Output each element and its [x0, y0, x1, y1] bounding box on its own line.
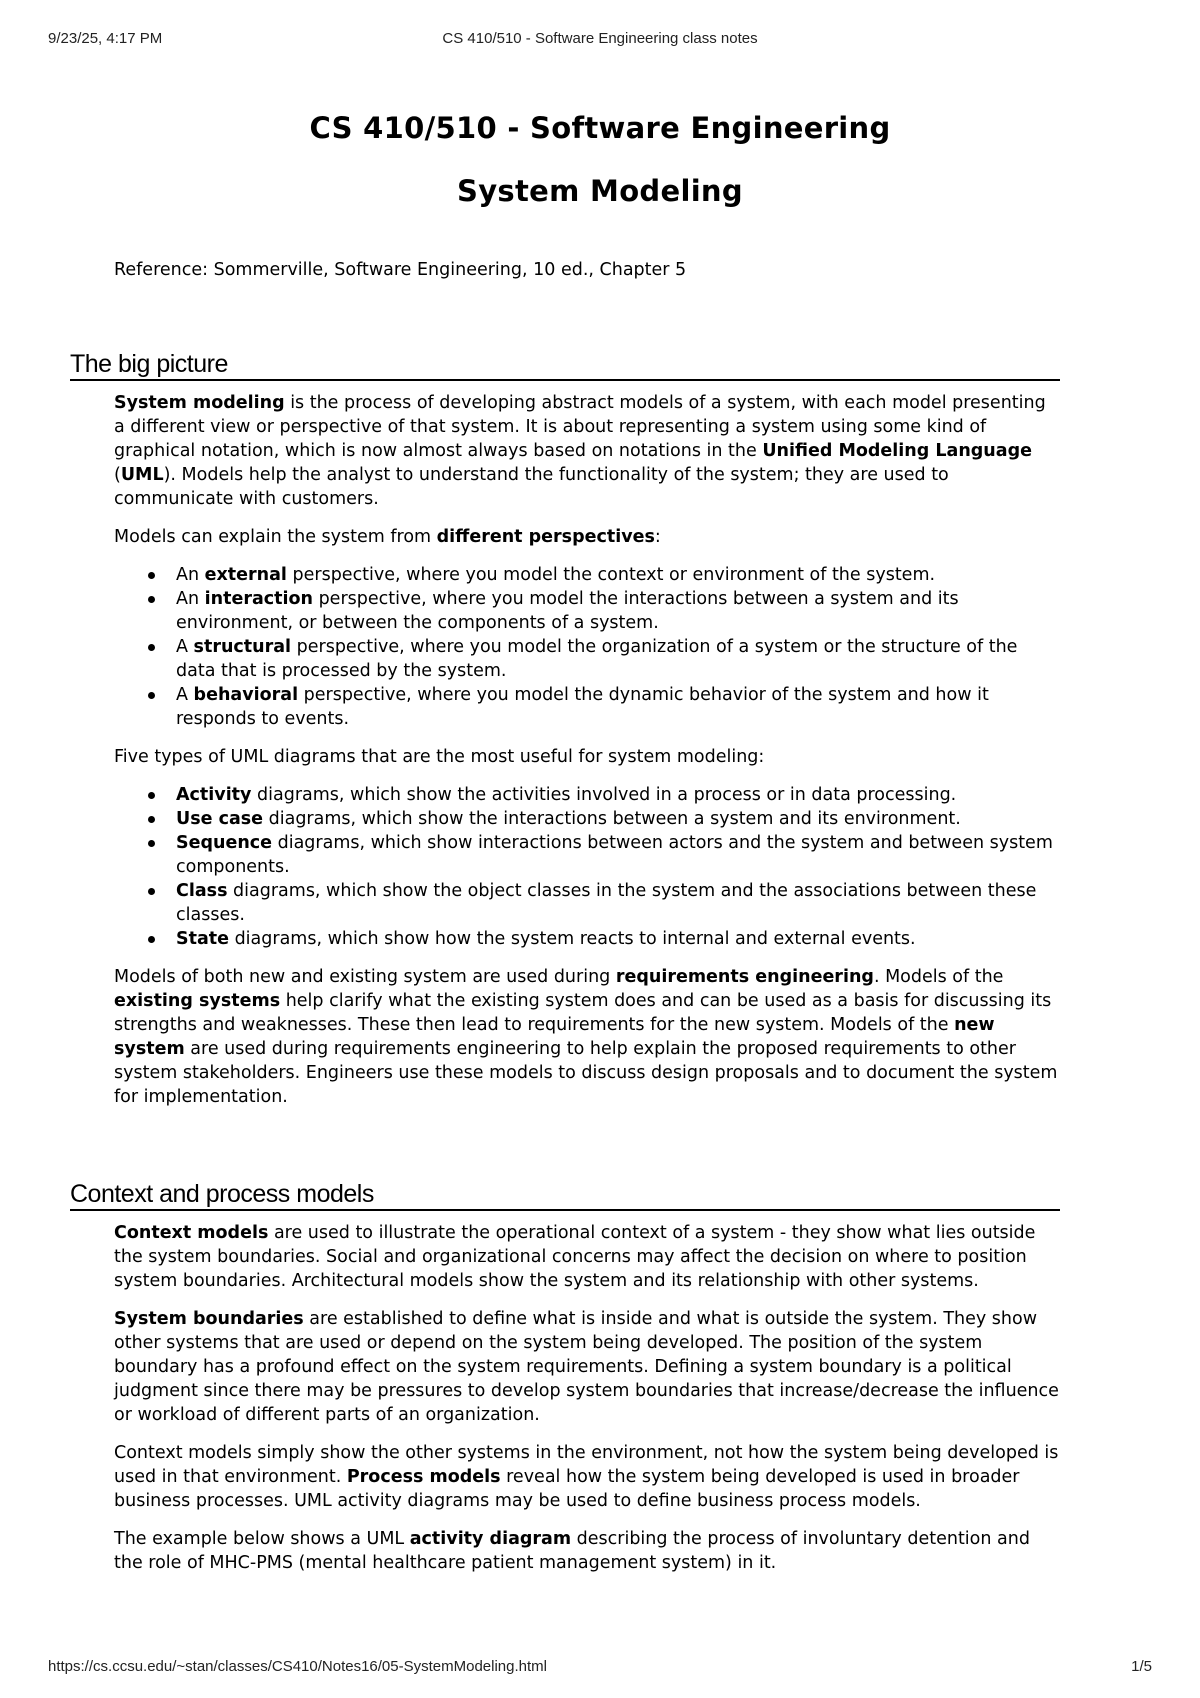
reference-line: Reference: Sommerville, Software Engineering, 10 ed., Chapter 5: [114, 260, 687, 280]
paragraph: Models can explain the system from different perspectives:: [114, 527, 661, 547]
bullet-icon: [148, 572, 155, 579]
paragraph: System modeling is the process of developing abstract models of a system, with each model presenting a different view or perspective of that system. It is about representing a system using some kind of graphical notation, which is now almost always based on notations in the Unified Modeling Language (UML). Models help the analyst to understand the functionality of the system; they are used to communicate with customers.: [114, 393, 1046, 509]
bullet-icon: [148, 816, 155, 823]
bullet-icon: [148, 644, 155, 651]
bold-term: Process models: [346, 1467, 501, 1487]
paragraph: Models of both new and existing system are used during requirements engineering. Models of the existing systems help clarify what the existing system does and can be used as a basis for discussing its strengths and weaknesses. These then lead to requirements for the new system. Models of the new system are used during requirements engineering to help explain the proposed requirements to other system stakeholders. Engineers use these models to discuss design proposals and to document the system for implementation.: [114, 967, 1058, 1107]
bullet-icon: [148, 840, 155, 847]
paragraph: Context models are used to illustrate the operational context of a system - they show what lies outside the system boundaries. Social and organizational concerns may affect the decision on where to position system boundaries. Architectural models show the system and its relationship with other systems.: [114, 1223, 1036, 1291]
list-item: Sequence diagrams, which show interactions between actors and the system and between system components.: [114, 831, 1060, 879]
perspectives-list: [114, 563, 1060, 731]
list-item: An external perspective, where you model the context or environment of the system.: [114, 563, 1060, 587]
bold-term: new system: [114, 1015, 995, 1059]
bold-term: UML: [120, 465, 164, 485]
print-footer: [48, 1658, 1152, 1680]
list-item: A behavioral perspective, where you model the dynamic behavior of the system and how it responds to events.: [114, 683, 1060, 731]
page-url: https://cs.ccsu.edu/~stan/classes/CS410/Notes16/05-SystemModeling.html: [48, 1658, 547, 1675]
print-datetime: 9/23/25, 4:17 PM: [48, 30, 163, 47]
list-item: Activity diagrams, which show the activities involved in a process or in data processing.: [114, 783, 1060, 807]
list-item: Class diagrams, which show the object classes in the system and the associations between these classes.: [114, 879, 1060, 927]
bold-term: Unified Modeling Language: [762, 441, 1032, 461]
bold-term: Context models: [114, 1223, 269, 1243]
list-item: An interaction perspective, where you model the interactions between a system and its environment, or between the components of a system.: [114, 587, 1060, 635]
section-heading-context-models: Context and process models: [70, 1179, 1060, 1211]
bold-term: different perspectives: [436, 527, 655, 547]
bold-term: System boundaries: [114, 1309, 304, 1329]
bullet-icon: [148, 596, 155, 603]
paragraph: Five types of UML diagrams that are the most useful for system modeling:: [114, 747, 765, 767]
print-page-title: CS 410/510 - Software Engineering class notes: [442, 30, 758, 47]
bullet-icon: [148, 692, 155, 699]
paragraph: System boundaries are established to define what is inside and what is outside the system. They show other systems that are used or depend on the system being developed. The position of the system boundary has a profound effect on the system requirements. Defining a system boundary is a political judgment since there may be pressures to develop system boundaries that increase/decrease the influence or workload of different parts of an organization.: [114, 1309, 1059, 1425]
page-number: 1/5: [1131, 1658, 1152, 1675]
section-heading-big-picture: The big picture: [70, 349, 1060, 381]
page-title: CS 410/510 - Software Engineering: [309, 111, 891, 145]
bullet-icon: [148, 792, 155, 799]
section-context-models: [114, 1221, 1060, 1575]
diagram-types-list: [114, 783, 1060, 951]
list-item: A structural perspective, where you model the organization of a system or the structure of the data that is processed by the system.: [114, 635, 1060, 683]
document-content: [0, 110, 1200, 1575]
paragraph: The example below shows a UML activity diagram describing the process of involuntary detention and the role of MHC-PMS (mental healthcare patient management system) in it.: [114, 1529, 1030, 1573]
bullet-icon: [148, 888, 155, 895]
bold-term: System modeling: [114, 393, 285, 413]
bullet-icon: [148, 936, 155, 943]
page-subtitle: System Modeling: [457, 174, 743, 208]
bold-term: existing systems: [114, 991, 281, 1011]
list-item: State diagrams, which show how the system reacts to internal and external events.: [114, 927, 1060, 951]
paragraph: Context models simply show the other systems in the environment, not how the system being developed is used in that environment. Process models reveal how the system being developed is used in broader business processes. UML activity diagrams may be used to define business process models.: [114, 1443, 1059, 1511]
print-header: [48, 30, 1152, 52]
bold-term: requirements engineering: [615, 967, 874, 987]
section-big-picture: [114, 391, 1060, 1109]
bold-term: activity diagram: [409, 1529, 572, 1549]
list-item: Use case diagrams, which show the interactions between a system and its environment.: [114, 807, 1060, 831]
